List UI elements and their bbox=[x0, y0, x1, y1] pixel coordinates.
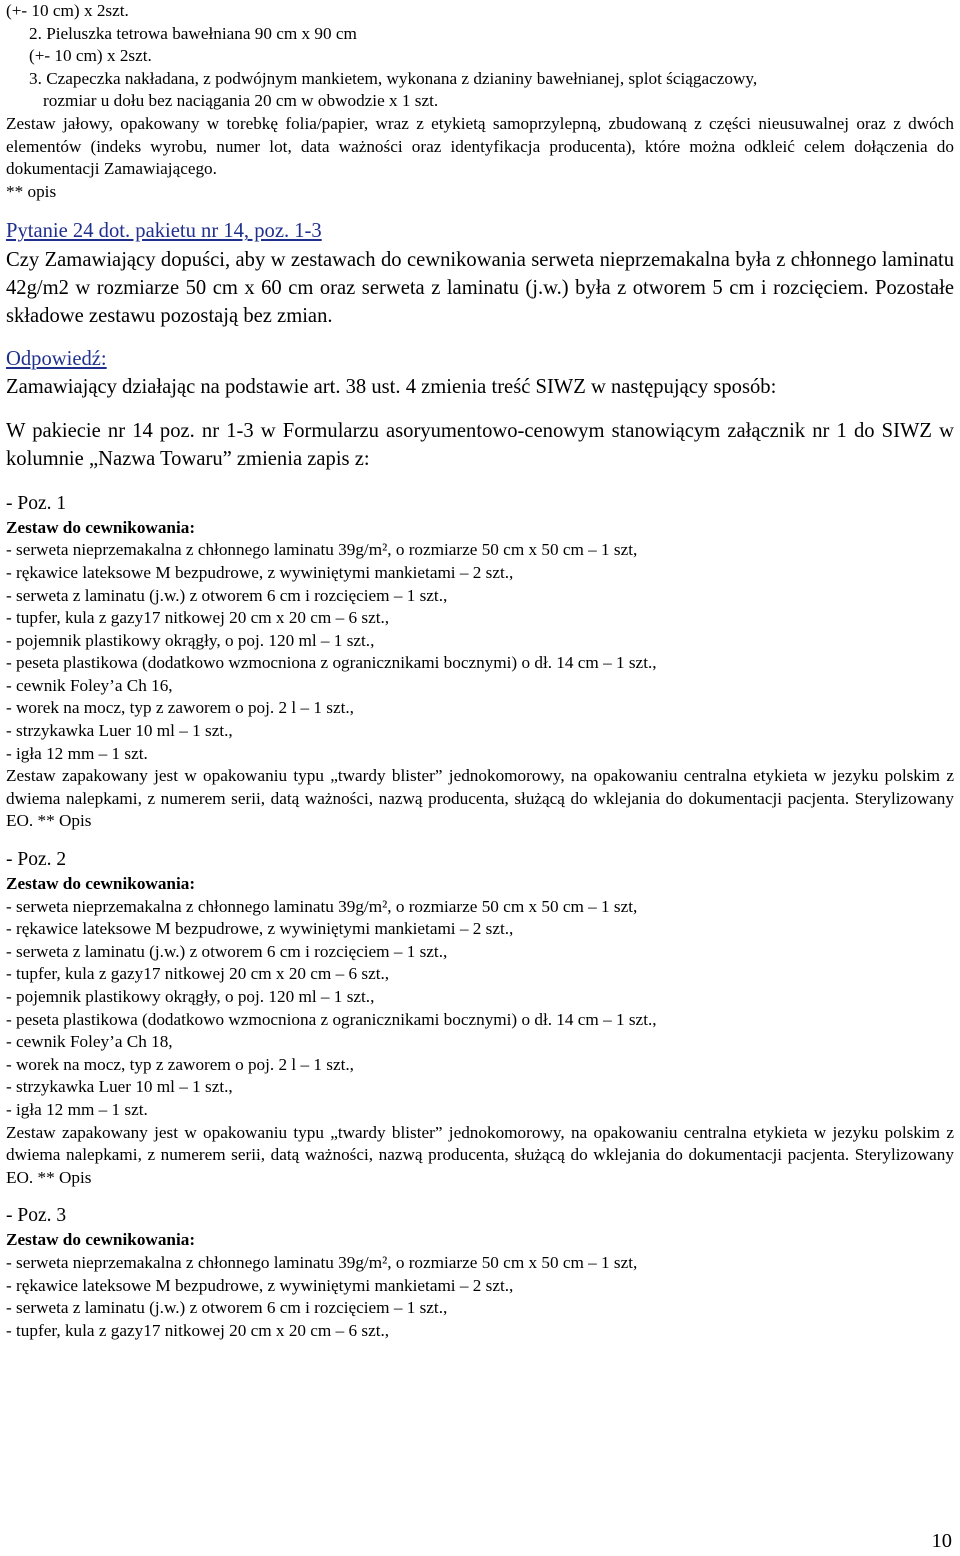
answer-heading: Odpowiedź: bbox=[6, 347, 107, 370]
answer-line-2: W pakiecie nr 14 poz. nr 1-3 w Formularzu asoryumentowo-cenowym stanowiącym załącznik nr 1 do SIWZ w kolumnie „Nazwa Towaru” zmienia zapis z: bbox=[6, 420, 954, 471]
position-block bbox=[6, 1203, 954, 1342]
list-item: - rękawice lateksowe M bezpudrowe, z wywiniętymi mankietami – 2 szt., bbox=[6, 562, 514, 582]
list-item: - pojemnik plastikowy okrągły, o poj. 120 ml – 1 szt., bbox=[6, 630, 375, 650]
zestaw-paragraph: Zestaw jałowy, opakowany w torebkę folia/papier, wraz z etykietą samoprzylepną, zbudowaną z części nieusuwalnej oraz z dwóch elementów (indeks wyrobu, numer lot, data ważności oraz identyfikacja producenta), które można odkleić celem dołączenia do dokumentacji Zamawiającego. bbox=[6, 113, 954, 179]
list-item: - strzykawka Luer 10 ml – 1 szt., bbox=[6, 721, 233, 741]
question-text: Czy Zamawiający dopuści, aby w zestawach do cewnikowania serweta nieprzemakalna była z chłonnego laminatu 42g/m2 w rozmiarze 50 cm x 60 cm oraz serweta z laminatu (j.w.) była z otworem 5 cm i rozcięciem. Pozostałe składowe zestawu pozostają bez zmian. bbox=[6, 248, 954, 328]
list-item: - cewnik Foley’a Ch 16, bbox=[6, 675, 173, 695]
page-number: 10 bbox=[931, 1530, 952, 1552]
list-item: - serweta z laminatu (j.w.) z otworem 6 cm i rozcięciem – 1 szt., bbox=[6, 1298, 448, 1318]
list-item: - serweta nieprzemakalna z chłonnego laminatu 39g/m², o rozmiarze 50 cm x 50 cm – 1 szt, bbox=[6, 540, 638, 560]
list-item: - igła 12 mm – 1 szt. bbox=[6, 743, 148, 763]
position-closing: Zestaw zapakowany jest w opakowaniu typu „twardy blister” jednokomorowy, na opakowaniu centralna etykieta w jezyku polskim z dwiema nalepkami, z numerem serii, datą ważności, nazwą producenta, służącą do wklejania do dokumentacji pacjenta. Sterylizowany EO. ** Opis bbox=[6, 1122, 954, 1187]
list-item: - strzykawka Luer 10 ml – 1 szt., bbox=[6, 1077, 233, 1097]
list-item: - tupfer, kula z gazy17 nitkowej 20 cm x 20 cm – 6 szt., bbox=[6, 964, 390, 984]
position-subtitle: Zestaw do cewnikowania: bbox=[6, 517, 196, 537]
list-item: - cewnik Foley’a Ch 18, bbox=[6, 1032, 173, 1052]
list-item: - peseta plastikowa (dodatkowo wzmocniona z ogranicznikami bocznymi) o dł. 14 cm – 1 szt., bbox=[6, 1009, 657, 1029]
position-block bbox=[6, 847, 954, 1189]
intro-line-1: (+- 10 cm) x 2szt. bbox=[6, 1, 129, 20]
list-item: - serweta z laminatu (j.w.) z otworem 6 cm i rozcięciem – 1 szt., bbox=[6, 941, 448, 961]
list-item: - rękawice lateksowe M bezpudrowe, z wywiniętymi mankietami – 2 szt., bbox=[6, 1275, 514, 1295]
item-3-line-b: rozmiar u dołu bez naciągania 20 cm w obwodzie x 1 szt. bbox=[43, 91, 439, 111]
position-block bbox=[6, 491, 954, 833]
intro-line-3: (+- 10 cm) x 2szt. bbox=[29, 46, 152, 66]
positions-list bbox=[6, 491, 954, 1343]
opis-note: ** opis bbox=[6, 181, 57, 201]
list-item: - worek na mocz, typ z zaworem o poj. 2 l – 1 szt., bbox=[6, 1054, 354, 1074]
list-item: - peseta plastikowa (dodatkowo wzmocniona z ogranicznikami bocznymi) o dł. 14 cm – 1 szt., bbox=[6, 653, 657, 673]
list-item: - tupfer, kula z gazy17 nitkowej 20 cm x 20 cm – 6 szt., bbox=[6, 608, 390, 628]
position-subtitle: Zestaw do cewnikowania: bbox=[6, 874, 196, 894]
list-item: - serweta z laminatu (j.w.) z otworem 6 cm i rozcięciem – 1 szt., bbox=[6, 585, 448, 605]
answer-line-1: Zamawiający działając na podstawie art. 38 ust. 4 zmienia treść SIWZ w następujący sposób: bbox=[6, 375, 777, 398]
position-title: - Poz. 3 bbox=[6, 1205, 67, 1227]
document-page bbox=[6, 0, 954, 1342]
list-item: - igła 12 mm – 1 szt. bbox=[6, 1099, 148, 1119]
question-heading: Pytanie 24 dot. pakietu nr 14, poz. 1-3 bbox=[6, 220, 322, 243]
list-item: - worek na mocz, typ z zaworem o poj. 2 l – 1 szt., bbox=[6, 698, 354, 718]
list-item: - rękawice lateksowe M bezpudrowe, z wywiniętymi mankietami – 2 szt., bbox=[6, 919, 514, 939]
list-item: - tupfer, kula z gazy17 nitkowej 20 cm x 20 cm – 6 szt., bbox=[6, 1320, 390, 1340]
item-3-line-a: 3. Czapeczka nakładana, z podwójnym mankietem, wykonana z dzianiny bawełnianej, splot ściągaczowy, bbox=[29, 68, 758, 88]
list-item: - serweta nieprzemakalna z chłonnego laminatu 39g/m², o rozmiarze 50 cm x 50 cm – 1 szt, bbox=[6, 896, 638, 916]
position-closing: Zestaw zapakowany jest w opakowaniu typu „twardy blister” jednokomorowy, na opakowaniu centralna etykieta w jezyku polskim z dwiema nalepkami, z numerem serii, datą ważności, nazwą producenta, służącą do wklejania do dokumentacji pacjenta. Sterylizowany EO. ** Opis bbox=[6, 766, 954, 831]
intro-line-2: 2. Pieluszka tetrowa bawełniana 90 cm x 90 cm bbox=[29, 23, 357, 43]
list-item: - pojemnik plastikowy okrągły, o poj. 120 ml – 1 szt., bbox=[6, 987, 375, 1006]
position-title: - Poz. 1 bbox=[6, 492, 67, 514]
list-item: - serweta nieprzemakalna z chłonnego laminatu 39g/m², o rozmiarze 50 cm x 50 cm – 1 szt, bbox=[6, 1252, 638, 1272]
position-title: - Poz. 2 bbox=[6, 849, 67, 871]
position-subtitle: Zestaw do cewnikowania: bbox=[6, 1230, 196, 1250]
